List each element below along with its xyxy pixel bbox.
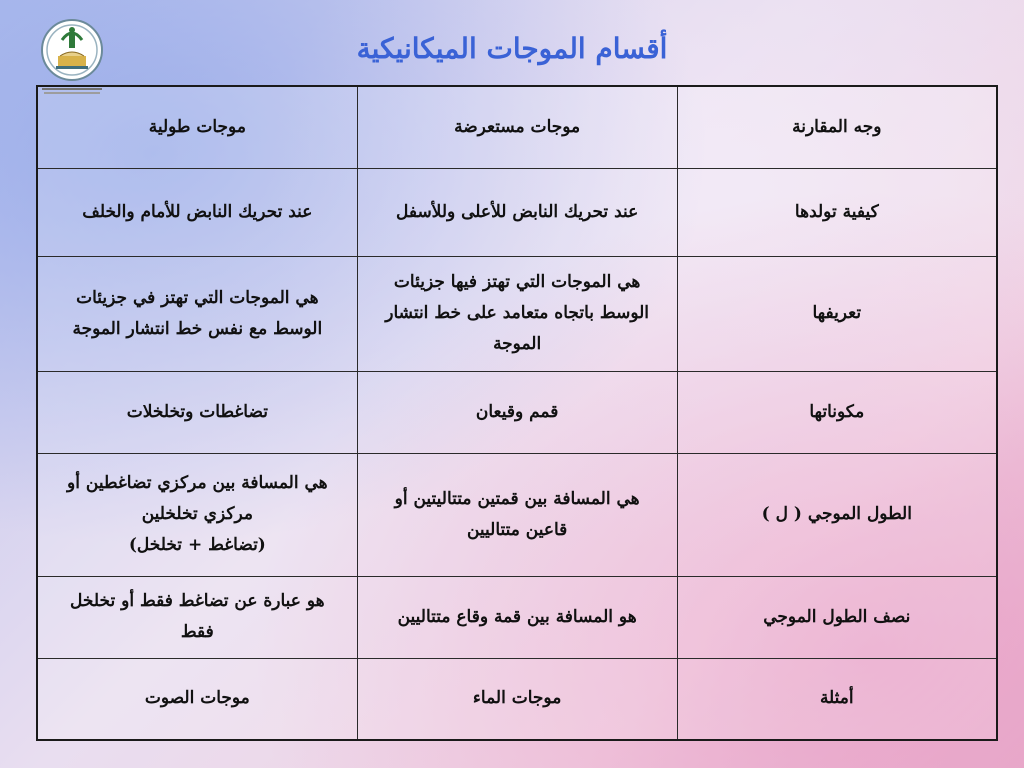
comparison-table [36, 85, 998, 741]
row-transverse: هي المسافة بين قمتين متتاليتين أو قاعين متتاليين [357, 453, 677, 576]
row-label: كيفية تولدها [677, 168, 997, 256]
row-transverse: هو المسافة بين قمة وقاع متتاليين [357, 576, 677, 658]
row-longitudinal: موجات الصوت [37, 658, 357, 740]
table-row [37, 168, 997, 256]
row-transverse: قمم وقيعان [357, 371, 677, 453]
row-longitudinal-cell [37, 453, 357, 576]
table-header-row [37, 86, 997, 168]
row-label: أمثلة [677, 658, 997, 740]
row-label: نصف الطول الموجي [677, 576, 997, 658]
row-transverse: هي الموجات التي تهتز فيها جزيئات الوسط باتجاه متعامد على خط انتشار الموجة [357, 256, 677, 371]
table-row [37, 371, 997, 453]
row-longitudinal: عند تحريك النابض للأمام والخلف [37, 168, 357, 256]
slide-title: أقسام الموجات الميكانيكية [356, 32, 668, 65]
row-transverse: عند تحريك النابض للأعلى وللأسفل [357, 168, 677, 256]
row-longitudinal: تضاغطات وتخلخلات [37, 371, 357, 453]
row-longitudinal: هو عبارة عن تضاغط فقط أو تخلخل فقط [37, 576, 357, 658]
row-label: مكوناتها [677, 371, 997, 453]
table-row [37, 576, 997, 658]
row-label: الطول الموجي ( ل ) [677, 453, 997, 576]
row-longitudinal: هي الموجات التي تهتز في جزيئات الوسط مع نفس خط انتشار الموجة [37, 256, 357, 371]
table-row [37, 658, 997, 740]
table-row [37, 256, 997, 371]
header-aspect: وجه المقارنة [677, 86, 997, 168]
row-longitudinal-note: (تضاغط + تخلخل) [128, 535, 266, 555]
header-transverse: موجات مستعرضة [357, 86, 677, 168]
row-label: تعريفها [677, 256, 997, 371]
row-transverse: موجات الماء [357, 658, 677, 740]
header-longitudinal: موجات طولية [37, 86, 357, 168]
row-longitudinal: هي المسافة بين مركزي تضاغطين أو مركزي تخلخلين [67, 473, 328, 524]
table-row [37, 453, 997, 576]
